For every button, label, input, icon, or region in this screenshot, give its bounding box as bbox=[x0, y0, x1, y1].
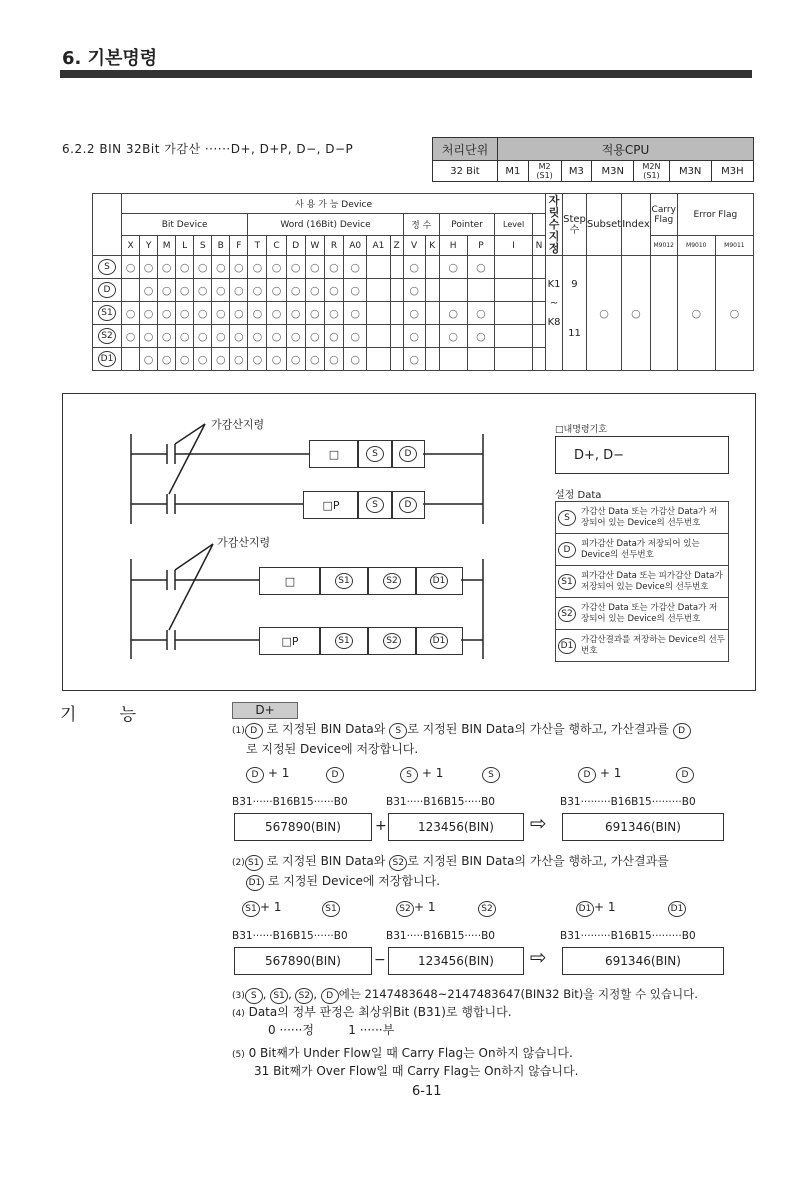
legend-item-s1 bbox=[555, 565, 729, 598]
cell-d1-v: ○ bbox=[403, 348, 425, 371]
chapter-title: 6. 기본명령 bbox=[62, 48, 158, 69]
legend-op-s: S bbox=[558, 510, 576, 526]
bits-a-1: B31······B16B15······B0 bbox=[232, 796, 348, 808]
cell-d1-x bbox=[122, 348, 140, 371]
value-box-s1: 567890(BIN) bbox=[234, 947, 372, 975]
step-9: 9 bbox=[571, 279, 578, 290]
setting-data-label: 설정 Data bbox=[555, 490, 602, 501]
error2-cell: ○ bbox=[715, 256, 753, 371]
step-cell bbox=[563, 256, 587, 371]
cell-s1-c: ○ bbox=[267, 302, 286, 325]
operand-s2-1: S2 bbox=[367, 567, 417, 595]
cell-s-p: ○ bbox=[467, 256, 495, 279]
cpu-m2s1: M2 (S1) bbox=[528, 161, 561, 182]
legend-text: 가감산 Data 또는 가감산 Data가 저장되어 있는 Device의 선두번호 bbox=[581, 506, 718, 528]
flag-code-error2: M9011 bbox=[715, 236, 753, 256]
op-s2: S2 bbox=[98, 328, 116, 344]
digit-tilde: ~ bbox=[549, 298, 559, 309]
col-a0: A0 bbox=[344, 236, 367, 256]
cell-s2-z bbox=[390, 325, 403, 348]
digit-spec-header: 자릿수지정 bbox=[546, 194, 563, 256]
cell-s-k bbox=[425, 256, 439, 279]
cell-d1-y: ○ bbox=[140, 348, 158, 371]
plus-sign: + bbox=[375, 818, 387, 834]
bits-a-2: B31······B16B15······B0 bbox=[232, 930, 348, 942]
col-n: N bbox=[532, 236, 545, 256]
cell-d1-k bbox=[425, 348, 439, 371]
label-s1-plus1: S1 + 1 bbox=[242, 898, 282, 917]
operand-s-1: S bbox=[357, 440, 393, 468]
digit-k1: K1 bbox=[547, 279, 561, 290]
value-box-s2: 123456(BIN) bbox=[388, 947, 524, 975]
digit-spec-cell bbox=[546, 256, 563, 371]
col-s: S bbox=[194, 236, 212, 256]
cell-d1-r: ○ bbox=[324, 348, 343, 371]
cell-s2-x: ○ bbox=[122, 325, 140, 348]
legend-text: 가감산결과를 저장하는 Device의 선두번호 bbox=[581, 634, 725, 656]
operand-s1-2: S1 bbox=[319, 627, 369, 655]
cell-s1-v: ○ bbox=[403, 302, 425, 325]
col-v: V bbox=[403, 236, 425, 256]
cell-d1-t: ○ bbox=[248, 348, 267, 371]
corner-cell bbox=[93, 194, 122, 256]
cell-s2-h: ○ bbox=[439, 325, 467, 348]
cell-s-v: ○ bbox=[403, 256, 425, 279]
instruction-box-1: □ bbox=[309, 440, 359, 468]
bits-b-1: B31·····B16B15·····B0 bbox=[386, 796, 495, 808]
legend-text: 피가감산 Data가 저장되어 있는 Device의 선두번호 bbox=[581, 538, 700, 560]
col-p: P bbox=[467, 236, 495, 256]
cell-s-c: ○ bbox=[267, 256, 286, 279]
col-k: K bbox=[425, 236, 439, 256]
value-box-result-2: 691346(BIN) bbox=[562, 947, 724, 975]
page-number: 6-11 bbox=[412, 1084, 442, 1099]
legend-op-s2: S2 bbox=[558, 606, 576, 622]
cell-s1-w: ○ bbox=[305, 302, 324, 325]
cell-s1-f: ○ bbox=[230, 302, 248, 325]
cell-s2-w: ○ bbox=[305, 325, 324, 348]
cell-s2-y: ○ bbox=[140, 325, 158, 348]
label-d1: D1 bbox=[668, 898, 686, 917]
op-s: S bbox=[98, 259, 116, 275]
operand-s2-2: S2 bbox=[367, 627, 417, 655]
operand-d-2: D bbox=[391, 491, 425, 519]
function-label: 기 능 bbox=[60, 705, 137, 725]
cell-s2-n bbox=[532, 325, 545, 348]
label-d-plus1: D + 1 bbox=[246, 764, 289, 783]
cell-d-i bbox=[495, 279, 533, 302]
cell-s-a1 bbox=[367, 256, 390, 279]
cell-s1-i bbox=[495, 302, 533, 325]
carry-header: Carry Flag bbox=[650, 194, 677, 236]
device-table bbox=[92, 193, 754, 371]
cell-d1-d: ○ bbox=[286, 348, 305, 371]
legend-op-s1: S1 bbox=[558, 574, 576, 590]
cell-s2-l: ○ bbox=[176, 325, 194, 348]
cell-s2-k bbox=[425, 325, 439, 348]
cell-d-l: ○ bbox=[176, 279, 194, 302]
cell-d-p bbox=[467, 279, 495, 302]
subset-cell: ○ bbox=[586, 256, 621, 371]
cell-d-z bbox=[390, 279, 403, 302]
cell-s1-b: ○ bbox=[212, 302, 230, 325]
para-1: (1) D 로 지정된 BIN Data와 S 로 지정된 BIN Data의 가산을 행하고, 가산결과를 D 로 지정된 Device에 저장합니다. bbox=[232, 720, 762, 758]
cell-s1-z bbox=[390, 302, 403, 325]
level-header: Level bbox=[495, 214, 533, 236]
col-a1: A1 bbox=[367, 236, 390, 256]
cell-s1-k bbox=[425, 302, 439, 325]
operand-d1-1: D1 bbox=[415, 567, 463, 595]
label-s1: S1 bbox=[322, 898, 340, 917]
legend-text: 피가감산 Data 또는 피가감산 Data가 저장되어 있는 Device의 선두번호 bbox=[581, 570, 723, 592]
legend-text: 가감산 Data 또는 가감산 Data가 저장되어 있는 Device의 선두번호 bbox=[581, 602, 718, 624]
cell-s2-c: ○ bbox=[267, 325, 286, 348]
value-box-s-1: 123456(BIN) bbox=[388, 813, 524, 841]
flag-code-carry: M9012 bbox=[650, 236, 677, 256]
cell-s1-l: ○ bbox=[176, 302, 194, 325]
cell-s2-r: ○ bbox=[324, 325, 343, 348]
cell-s-f: ○ bbox=[230, 256, 248, 279]
operand-d-1: D bbox=[391, 440, 425, 468]
cell-d-k bbox=[425, 279, 439, 302]
legend-item-s2 bbox=[555, 597, 729, 630]
pointer-header: Pointer bbox=[439, 214, 494, 236]
cell-s-d: ○ bbox=[286, 256, 305, 279]
cell-s2-i bbox=[495, 325, 533, 348]
cell-s2-a0: ○ bbox=[344, 325, 367, 348]
step-header: Step수 bbox=[563, 194, 587, 256]
word-device-header: Word (16Bit) Device bbox=[248, 214, 403, 236]
para-3: (3) S , S1 , S2 , D 에는 2147483648~2147483647(BIN32 Bit)을 지정할 수 있습니다. bbox=[232, 985, 772, 1005]
cell-s2-f: ○ bbox=[230, 325, 248, 348]
device-row-s bbox=[93, 256, 754, 279]
col-w: W bbox=[305, 236, 324, 256]
bits-c-2: B31·········B16B15·········B0 bbox=[560, 930, 696, 942]
cell-d-s: ○ bbox=[194, 279, 212, 302]
cell-d1-c: ○ bbox=[267, 348, 286, 371]
cell-d-d: ○ bbox=[286, 279, 305, 302]
legend-op-d1: D1 bbox=[558, 638, 576, 654]
instruction-box-2: □P bbox=[303, 491, 359, 519]
cpu-m3n: M3N bbox=[592, 161, 634, 182]
col-f: F bbox=[230, 236, 248, 256]
cell-s2-b: ○ bbox=[212, 325, 230, 348]
cell-d-a1 bbox=[367, 279, 390, 302]
cpu-header: 적용CPU bbox=[498, 138, 754, 161]
unit-header: 처리단위 bbox=[433, 138, 498, 161]
cell-s-n bbox=[532, 256, 545, 279]
cell-d1-a0: ○ bbox=[344, 348, 367, 371]
header-bar bbox=[60, 70, 752, 78]
cell-s1-m: ○ bbox=[158, 302, 176, 325]
op-d1: D1 bbox=[98, 351, 116, 367]
cell-s-h: ○ bbox=[439, 256, 467, 279]
col-c: C bbox=[267, 236, 286, 256]
cpu-table bbox=[432, 137, 754, 182]
cell-d1-m: ○ bbox=[158, 348, 176, 371]
carry-cell bbox=[650, 256, 677, 371]
cell-s-y: ○ bbox=[140, 256, 158, 279]
cell-s2-v: ○ bbox=[403, 325, 425, 348]
cell-d-b: ○ bbox=[212, 279, 230, 302]
index-cell: ○ bbox=[622, 256, 651, 371]
arrow-icon: ⇨ bbox=[530, 811, 547, 835]
value-box-result-1: 691346(BIN) bbox=[562, 813, 724, 841]
col-h: H bbox=[439, 236, 467, 256]
instruction-box-3: □ bbox=[259, 567, 321, 595]
para-4-sign: 0 ······정 1 ······부 bbox=[268, 1023, 395, 1037]
index-header: Index bbox=[622, 194, 651, 256]
cell-s-x: ○ bbox=[122, 256, 140, 279]
error-header: Error Flag bbox=[677, 194, 753, 236]
cell-d1-w: ○ bbox=[305, 348, 324, 371]
ladder-panel bbox=[62, 393, 756, 691]
cell-d1-h bbox=[439, 348, 467, 371]
cell-s1-y: ○ bbox=[140, 302, 158, 325]
cell-s1-r: ○ bbox=[324, 302, 343, 325]
cell-d-a0: ○ bbox=[344, 279, 367, 302]
cell-d-r: ○ bbox=[324, 279, 343, 302]
cell-s2-t: ○ bbox=[248, 325, 267, 348]
cell-s-a0: ○ bbox=[344, 256, 367, 279]
col-d: D bbox=[286, 236, 305, 256]
cell-s2-p: ○ bbox=[467, 325, 495, 348]
cell-d1-p bbox=[467, 348, 495, 371]
cell-s2-d: ○ bbox=[286, 325, 305, 348]
symbol-box: D+, D− bbox=[555, 436, 729, 474]
cell-s1-a1 bbox=[367, 302, 390, 325]
cell-d-h bbox=[439, 279, 467, 302]
section-title: 6.2.2 BIN 32Bit 가감산 ······D+, D+P, D−, D−P bbox=[62, 142, 354, 156]
col-y: Y bbox=[140, 236, 158, 256]
bit-device-header: Bit Device bbox=[122, 214, 248, 236]
label-s2-plus1: S2 + 1 bbox=[396, 898, 436, 917]
cell-d-m: ○ bbox=[158, 279, 176, 302]
minus-sign: − bbox=[374, 952, 386, 968]
op-d: D bbox=[98, 282, 116, 298]
cell-s1-p: ○ bbox=[467, 302, 495, 325]
op-s1: S1 bbox=[98, 305, 116, 321]
cell-d1-s: ○ bbox=[194, 348, 212, 371]
cell-d-x bbox=[122, 279, 140, 302]
bits-c-1: B31·········B16B15·········B0 bbox=[560, 796, 696, 808]
col-r: R bbox=[324, 236, 343, 256]
label-d1-plus1: D1 + 1 bbox=[576, 898, 616, 917]
legend-op-d: D bbox=[558, 542, 576, 558]
cell-d1-l: ○ bbox=[176, 348, 194, 371]
cell-s1-n bbox=[532, 302, 545, 325]
cell-s-m: ○ bbox=[158, 256, 176, 279]
cell-s-s: ○ bbox=[194, 256, 212, 279]
value-box-d-1: 567890(BIN) bbox=[234, 813, 372, 841]
cell-s1-s: ○ bbox=[194, 302, 212, 325]
cpu-m3h: M3H bbox=[711, 161, 753, 182]
cell-d1-b: ○ bbox=[212, 348, 230, 371]
label-d: D bbox=[326, 764, 344, 783]
cell-d-v: ○ bbox=[403, 279, 425, 302]
cell-s-l: ○ bbox=[176, 256, 194, 279]
operand-s-2: S bbox=[357, 491, 393, 519]
cpu-m3: M3 bbox=[561, 161, 592, 182]
cell-s2-a1 bbox=[367, 325, 390, 348]
bits-b-2: B31·····B16B15·····B0 bbox=[386, 930, 495, 942]
cell-d1-n bbox=[532, 348, 545, 371]
cell-d1-z bbox=[390, 348, 403, 371]
legend-title: □내명령기호 bbox=[555, 425, 607, 435]
cell-s1-h: ○ bbox=[439, 302, 467, 325]
cell-s-b: ○ bbox=[212, 256, 230, 279]
para-2: (2) S1 로 지정된 BIN Data와 S2 로 지정된 BIN Data의 가산을 행하고, 가산결과를 D1 로 지정된 Device에 저장합니다. bbox=[232, 852, 762, 891]
cell-s-z bbox=[390, 256, 403, 279]
usable-device-header: 사 용 가 능 Device bbox=[122, 194, 546, 214]
cell-d-y: ○ bbox=[140, 279, 158, 302]
cell-s-r: ○ bbox=[324, 256, 343, 279]
col-b: B bbox=[212, 236, 230, 256]
legend-item-d1 bbox=[555, 629, 729, 662]
legend-list bbox=[555, 502, 729, 662]
cpu-m3n-2: M3N bbox=[669, 161, 711, 182]
label-s2: S2 bbox=[478, 898, 496, 917]
cell-d1-i bbox=[495, 348, 533, 371]
digit-k8: K8 bbox=[547, 317, 561, 328]
col-l: L bbox=[176, 236, 194, 256]
label-d-plus1-r: D + 1 bbox=[578, 764, 621, 783]
cell-s2-s: ○ bbox=[194, 325, 212, 348]
cell-s1-a0: ○ bbox=[344, 302, 367, 325]
cell-d1-f: ○ bbox=[230, 348, 248, 371]
col-x: X bbox=[122, 236, 140, 256]
col-t: T bbox=[248, 236, 267, 256]
subset-header: Subset bbox=[586, 194, 621, 256]
step-11: 11 bbox=[568, 328, 581, 339]
cell-s1-x: ○ bbox=[122, 302, 140, 325]
legend-item-s bbox=[555, 501, 729, 534]
cell-s2-m: ○ bbox=[158, 325, 176, 348]
cell-d1-a1 bbox=[367, 348, 390, 371]
para-4: (4) Data의 정부 판정은 최상위Bit (B31)로 행합니다. bbox=[232, 1005, 512, 1019]
cpu-m1: M1 bbox=[498, 161, 529, 182]
cell-d-w: ○ bbox=[305, 279, 324, 302]
cell-d-n bbox=[532, 279, 545, 302]
command-label-1: 가감산지령 bbox=[211, 418, 265, 431]
arrow-icon-2: ⇨ bbox=[530, 945, 547, 969]
label-d-r: D bbox=[676, 764, 694, 783]
cell-s-w: ○ bbox=[305, 256, 324, 279]
cell-s1-t: ○ bbox=[248, 302, 267, 325]
cell-d-c: ○ bbox=[267, 279, 286, 302]
command-label-2: 가감산지령 bbox=[217, 536, 271, 549]
legend-item-d bbox=[555, 533, 729, 566]
label-s: S bbox=[482, 764, 500, 783]
label-s-plus1: S + 1 bbox=[400, 764, 443, 783]
error1-cell: ○ bbox=[677, 256, 715, 371]
col-m: M bbox=[158, 236, 176, 256]
col-z: Z bbox=[390, 236, 403, 256]
cell-s1-d: ○ bbox=[286, 302, 305, 325]
flag-code-error1: M9010 bbox=[677, 236, 715, 256]
unit-value: 32 Bit bbox=[433, 161, 498, 182]
cell-d-f: ○ bbox=[230, 279, 248, 302]
cell-s-t: ○ bbox=[248, 256, 267, 279]
para-5b: 31 Bit째가 Over Flow일 때 Carry Flag는 On하지 않습니다. bbox=[254, 1064, 579, 1078]
cell-s-i bbox=[495, 256, 533, 279]
cell-d-t: ○ bbox=[248, 279, 267, 302]
instruction-box-4: □P bbox=[259, 627, 321, 655]
operand-d1-2: D1 bbox=[415, 627, 463, 655]
col-i: I bbox=[495, 236, 533, 256]
operand-s1-1: S1 bbox=[319, 567, 369, 595]
para-5a: (5) 0 Bit째가 Under Flow일 때 Carry Flag는 On하지 않습니다. bbox=[232, 1046, 573, 1060]
cpu-m2ns1: M2N (S1) bbox=[634, 161, 669, 182]
function-tag: D+ bbox=[232, 702, 298, 719]
constant-header: 정 수 bbox=[403, 214, 439, 236]
